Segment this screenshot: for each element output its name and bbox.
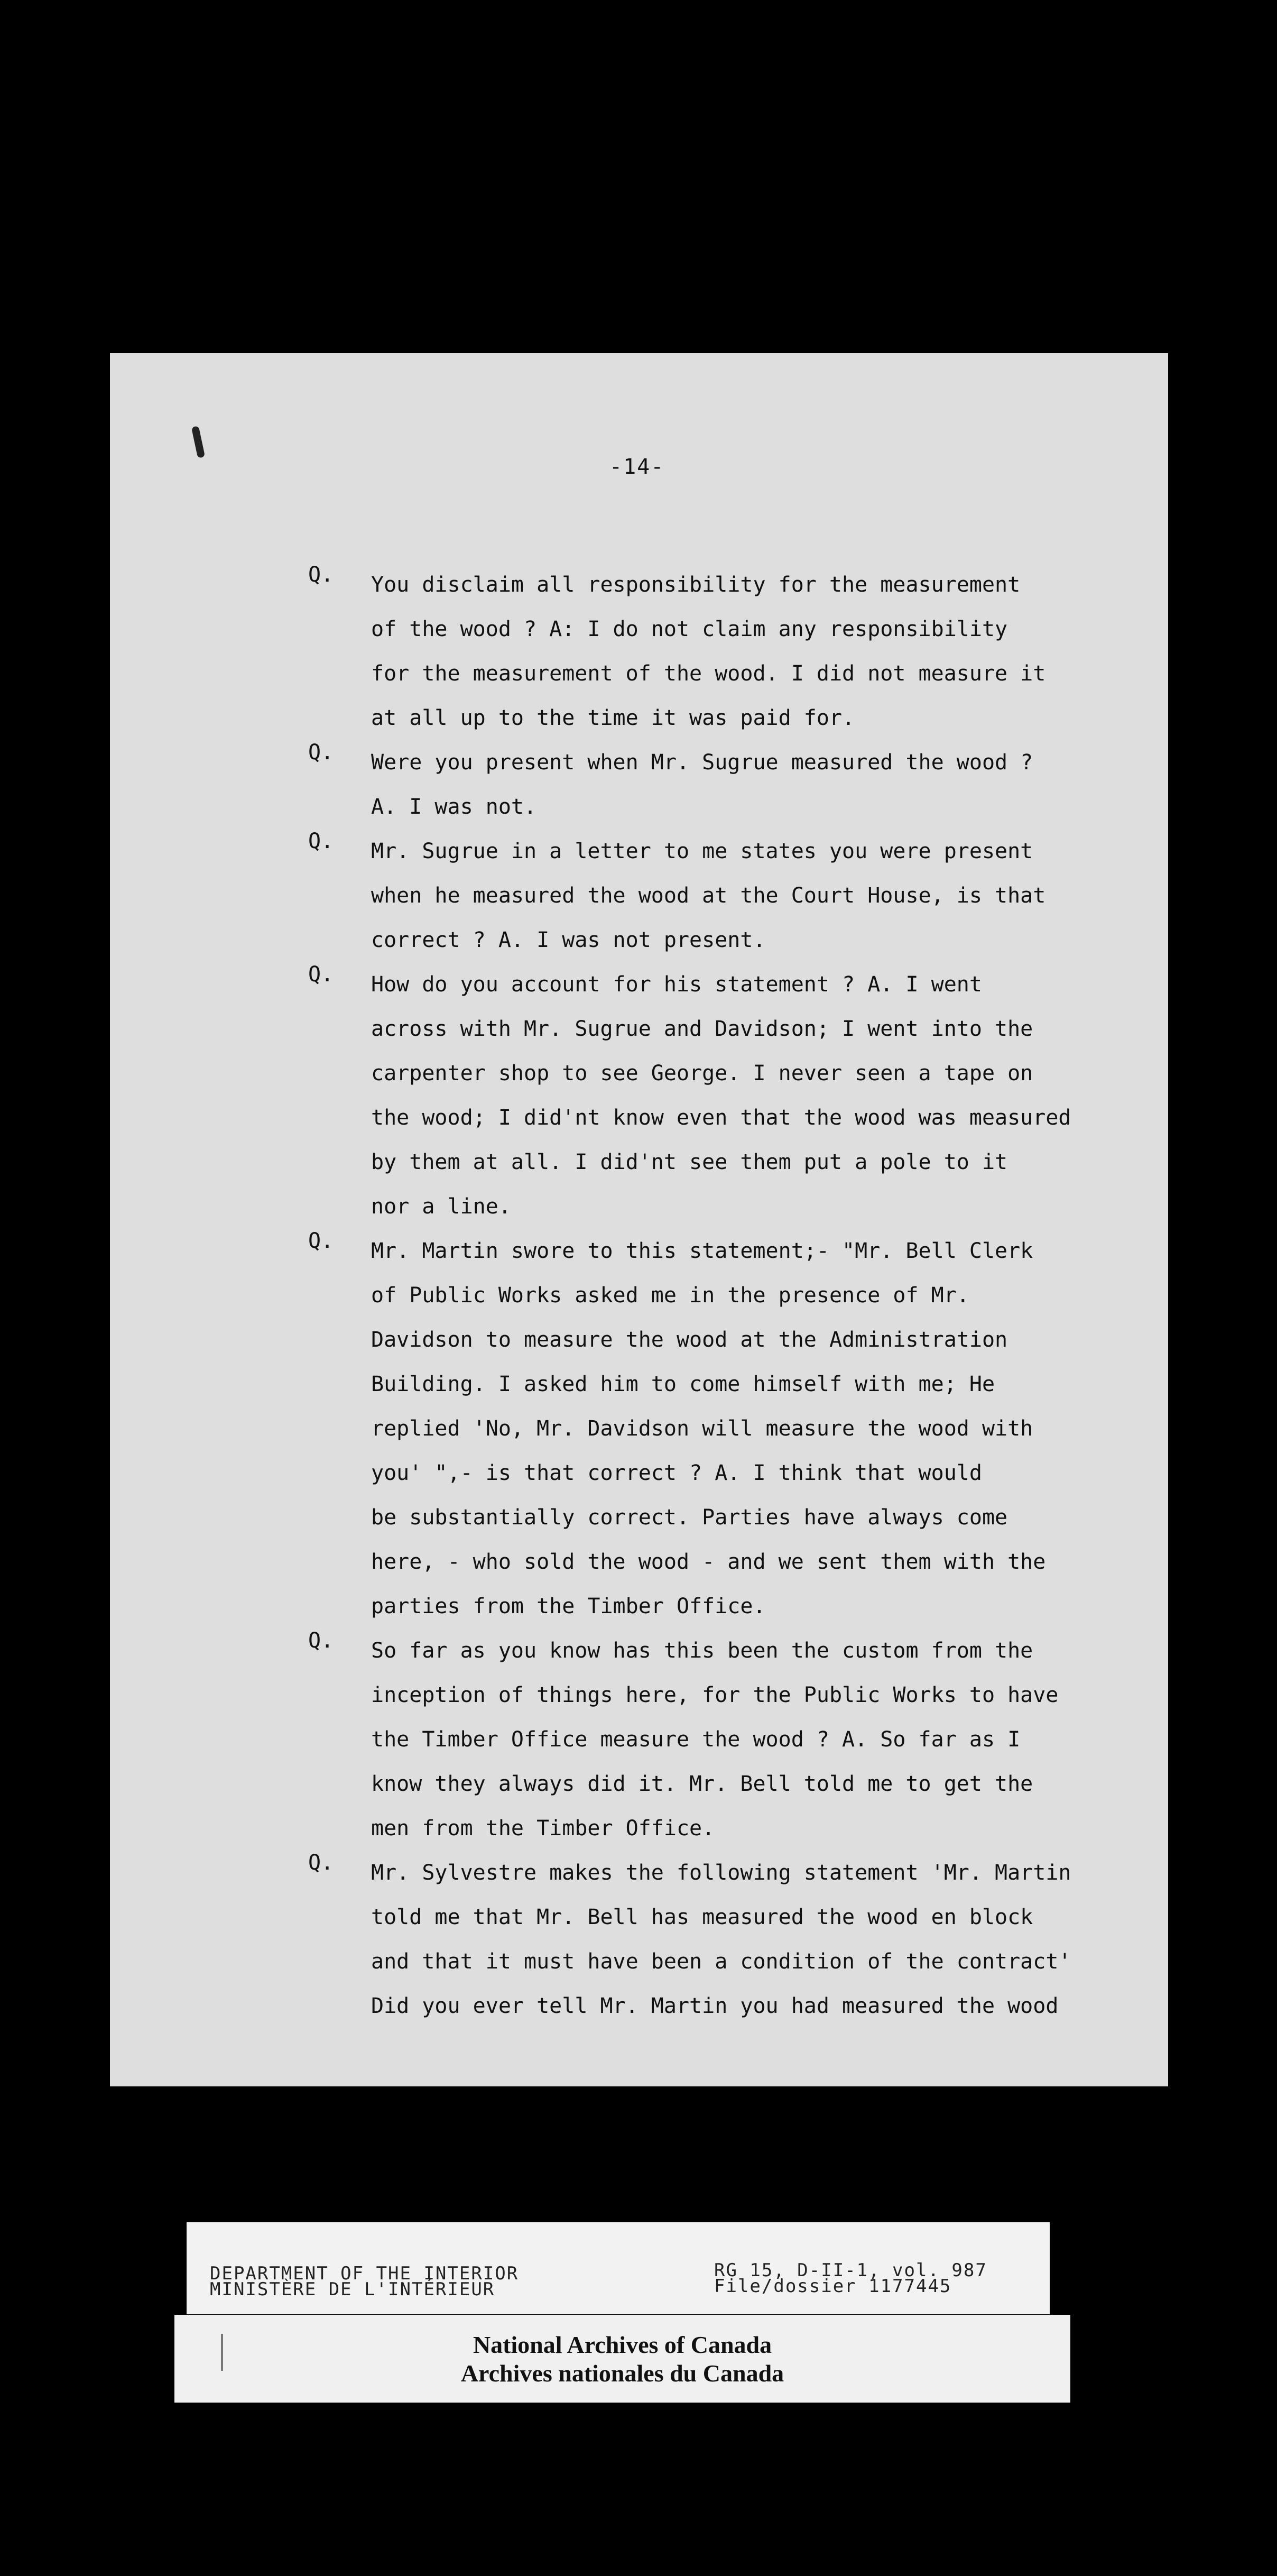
question-text bbox=[371, 1851, 1122, 2028]
question-text bbox=[371, 1629, 1122, 1851]
text-line: you' ",- is that correct ? A. I think that would bbox=[371, 1461, 982, 1485]
question-marker: Q. bbox=[308, 1229, 334, 1253]
archive-label bbox=[187, 2222, 1050, 2314]
text-line: told me that Mr. Bell has measured the wood en block bbox=[371, 1905, 1033, 1929]
text-line: and that it must have been a condition of the contract' bbox=[371, 1949, 1071, 1974]
text-line: at all up to the time it was paid for. bbox=[371, 706, 855, 730]
question-text bbox=[371, 962, 1122, 1229]
text-line: the wood; I did'nt know even that the wood was measured bbox=[371, 1106, 1071, 1130]
archives-name bbox=[174, 2331, 1070, 2388]
question-text bbox=[371, 829, 1122, 962]
question-marker: Q. bbox=[308, 740, 334, 765]
text-line: correct ? A. I was not present. bbox=[371, 928, 766, 952]
text-line: here, - who sold the wood - and we sent them with the bbox=[371, 1550, 1046, 1574]
text-line: be substantially correct. Parties have always come bbox=[371, 1505, 1008, 1530]
text-line: know they always did it. Mr. Bell told me to get the bbox=[371, 1772, 1033, 1796]
question-text bbox=[371, 563, 1122, 740]
reference-label: RG 15, D-II-1, vol. 987 File/dossier 1177445 bbox=[714, 2260, 987, 2297]
question-marker: Q. bbox=[308, 1629, 334, 1653]
question-marker: Q. bbox=[308, 1851, 334, 1875]
archives-name-french: Archives nationales du Canada bbox=[460, 2360, 784, 2387]
department-label: DEPARTMENT OF THE INTERIOR MINISTÈRE DE L'INTÉRIEUR bbox=[210, 2263, 519, 2300]
page-number: -14- bbox=[609, 455, 665, 479]
text-line: parties from the Timber Office. bbox=[371, 1594, 766, 1618]
text-line: by them at all. I did'nt see them put a pole to it bbox=[371, 1150, 1008, 1174]
archives-name-english: National Archives of Canada bbox=[473, 2331, 772, 2358]
text-line: the Timber Office measure the wood ? A. So far as I bbox=[371, 1727, 1021, 1752]
text-line: How do you account for his statement ? A. I went bbox=[371, 972, 982, 997]
text-line: You disclaim all responsibility for the measurement bbox=[371, 573, 1021, 597]
text-line: of Public Works asked me in the presence of Mr. bbox=[371, 1283, 969, 1308]
text-line: of the wood ? A: I do not claim any responsibility bbox=[371, 617, 1008, 641]
question-marker: Q. bbox=[308, 563, 334, 587]
margin-mark bbox=[191, 426, 205, 458]
question-text bbox=[371, 740, 1122, 829]
text-line: A. I was not. bbox=[371, 795, 537, 819]
text-line: So far as you know has this been the custom from the bbox=[371, 1639, 1033, 1663]
text-line: carpenter shop to see George. I never seen a tape on bbox=[371, 1061, 1033, 1085]
text-line: men from the Timber Office. bbox=[371, 1816, 715, 1841]
question-marker: Q. bbox=[308, 829, 334, 853]
archives-banner bbox=[174, 2315, 1070, 2403]
text-line: for the measurement of the wood. I did not measure it bbox=[371, 661, 1046, 686]
text-line: Davidson to measure the wood at the Administration bbox=[371, 1328, 1008, 1352]
text-line: Mr. Sugrue in a letter to me states you were present bbox=[371, 839, 1033, 863]
text-line: across with Mr. Sugrue and Davidson; I went into the bbox=[371, 1017, 1033, 1041]
question-marker: Q. bbox=[308, 962, 334, 987]
text-line: Mr. Martin swore to this statement;- "Mr. Bell Clerk bbox=[371, 1239, 1033, 1263]
text-line: Building. I asked him to come himself with me; He bbox=[371, 1372, 995, 1396]
text-line: Were you present when Mr. Sugrue measured the wood ? bbox=[371, 750, 1033, 775]
text-line: when he measured the wood at the Court House, is that bbox=[371, 884, 1046, 908]
text-line: Mr. Sylvestre makes the following statement 'Mr. Martin bbox=[371, 1861, 1071, 1885]
document-page bbox=[110, 353, 1168, 2086]
text-line: inception of things here, for the Public Works to have bbox=[371, 1683, 1059, 1707]
question-text bbox=[371, 1229, 1122, 1629]
text-line: Did you ever tell Mr. Martin you had measured the wood bbox=[371, 1994, 1059, 2018]
text-line: replied 'No, Mr. Davidson will measure the wood with bbox=[371, 1416, 1033, 1441]
text-line: nor a line. bbox=[371, 1194, 511, 1219]
